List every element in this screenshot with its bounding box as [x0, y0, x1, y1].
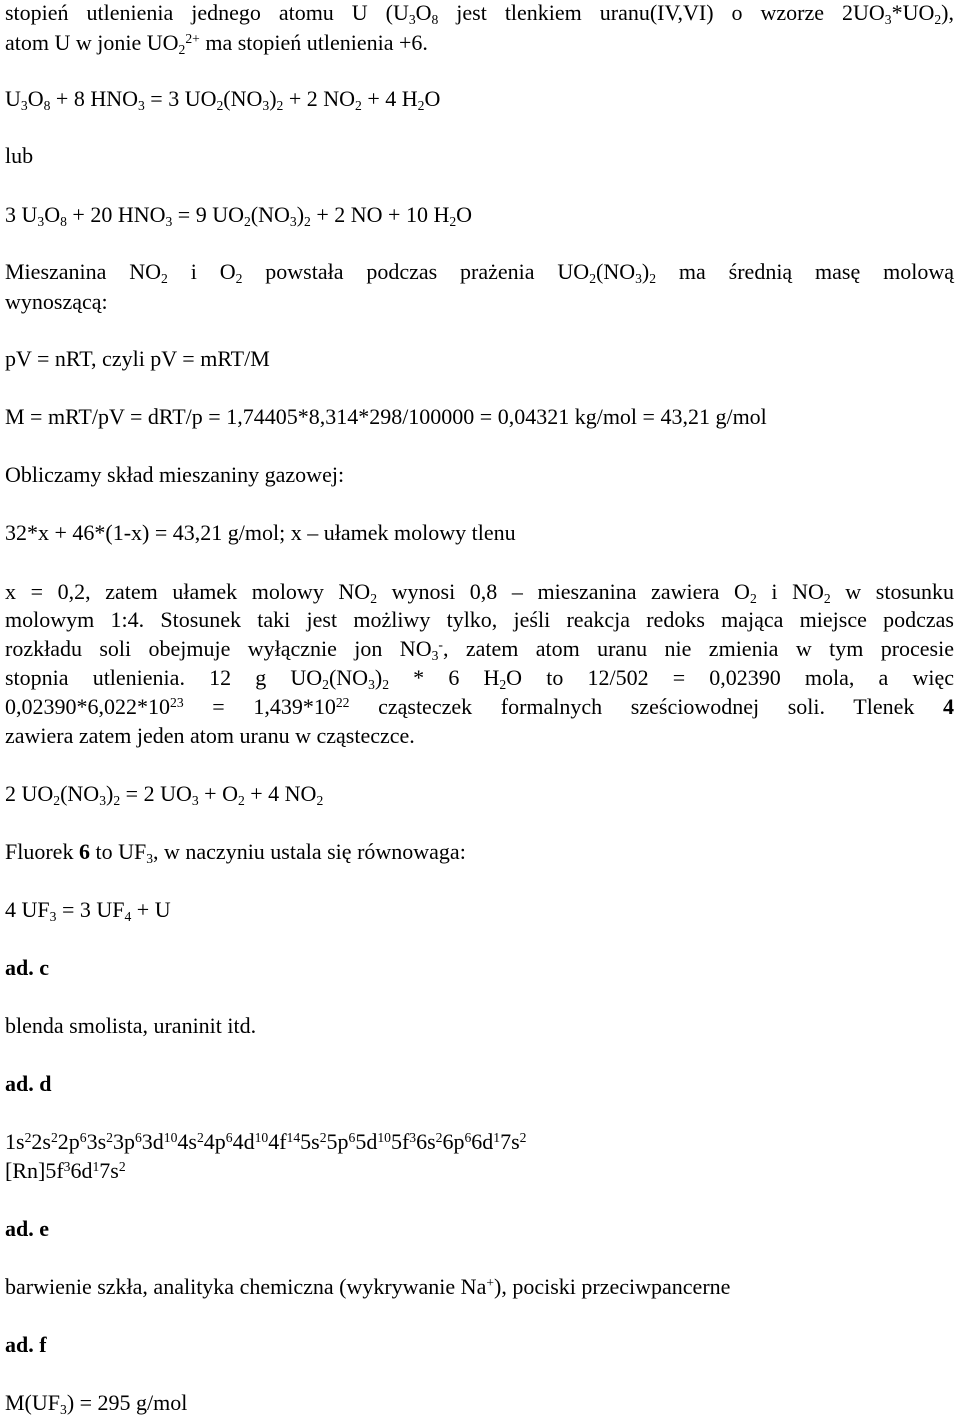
text-line: blenda smolista, uraninit itd. — [5, 1013, 257, 1038]
text-line: $0,02390*6,022*10^{23} = 1,439*10^{22}$ cząsteczek formalnych sześciowodnej soli. Tlenek 4 — [5, 694, 954, 719]
text-line: 32*x + 46*(1-x) = 43,21 g/mol; x – ułamek molowy tlenu — [5, 520, 516, 545]
text-line: ad. e — [5, 1216, 49, 1241]
text-line: pV = nRT, czyli pV = mRT/M — [5, 346, 270, 371]
text-line: x = 0,2, zatem ułamek molowy $NO_2$ wynosi 0,8 – mieszanina zawiera $O_2$ i $NO_2$ w stosunku — [5, 579, 955, 607]
text-line: ad. f — [5, 1332, 47, 1357]
text-line: ad. c — [5, 955, 49, 980]
text-line: $M(UF_3) = 295$ g/mol — [5, 1390, 188, 1417]
text-line: 4 $UF_3 = 3$ $UF_4 + U$ — [5, 897, 171, 925]
text-line: Fluorek 6 to $UF_3$, w naczyniu ustala się równowaga: — [5, 839, 466, 867]
text-line: lub — [5, 143, 34, 168]
text-line: 3 $U_3O_8 + 20$ $HNO_3 = 9$ $UO_2(NO_3)_2 + 2$ NO + 10 $H_2O$ — [5, 202, 473, 230]
text-line: M = mRT/pV = dRT/p = 1,74405*8,314*298/100000 = 0,04321 kg/mol = 43,21 g/mol — [5, 404, 767, 429]
text-line: wynoszącą: — [5, 289, 108, 314]
text-line: $[Rn]5f^36d^17s^2$ — [5, 1158, 126, 1183]
text-line: zawiera zatem jeden atom uranu w cząsteczce. — [5, 723, 415, 748]
text-line: molowym 1:4. Stosunek taki jest możliwy tylko, jeśli reakcja redoks mająca miejsce podczas — [5, 607, 954, 632]
text-line: Mieszanina $NO_2$ i $O_2$ powstała podczas prażenia $UO_2(NO_3)_2$ ma średnią masę molową — [5, 259, 954, 287]
text-line: barwienie szkła, analityka chemiczna (wykrywanie Na+), pociski przeciwpancerne — [5, 1274, 731, 1299]
text-line: 2 $UO_2(NO_3)_2 = 2$ $UO_3 + O_2 + 4$ $NO_2$ — [5, 781, 324, 809]
text-line: $U_3O_8 + 8$ $HNO_3 = 3$ $UO_2(NO_3)_2 + 2$ $NO_2 + 4$ $H_2O$ — [5, 86, 441, 114]
text-line: rozkładu soli obejmuje wyłącznie jon $NO_3^-$, zatem atom uranu nie zmienia w tym procesie — [5, 636, 954, 664]
text-line: stopnia utlenienia. 12 g $UO_2(NO_3)_2 * 6$ $H_2O$ to 12/502 = 0,02390 mola, a więc — [5, 665, 954, 693]
text-line: stopień utlenienia jednego atomu U ($U_3O_8$ jest tlenkiem uranu(IV,VI) o wzorze $2UO_3*UO_2$), — [5, 0, 954, 28]
text-line: $1s^22s^22p^63s^23p^63d^{10}4s^24p^64d^{10}4f^{14}5s^25p^65d^{10}5f^36s^26p^66d^17s^2$ — [5, 1129, 527, 1154]
text-line: Obliczamy skład mieszaniny gazowej: — [5, 462, 345, 487]
text-line: ad. d — [5, 1071, 52, 1096]
text-line: atom U w jonie $UO_2^{2+}$ ma stopień utlenienia +6. — [5, 30, 428, 58]
